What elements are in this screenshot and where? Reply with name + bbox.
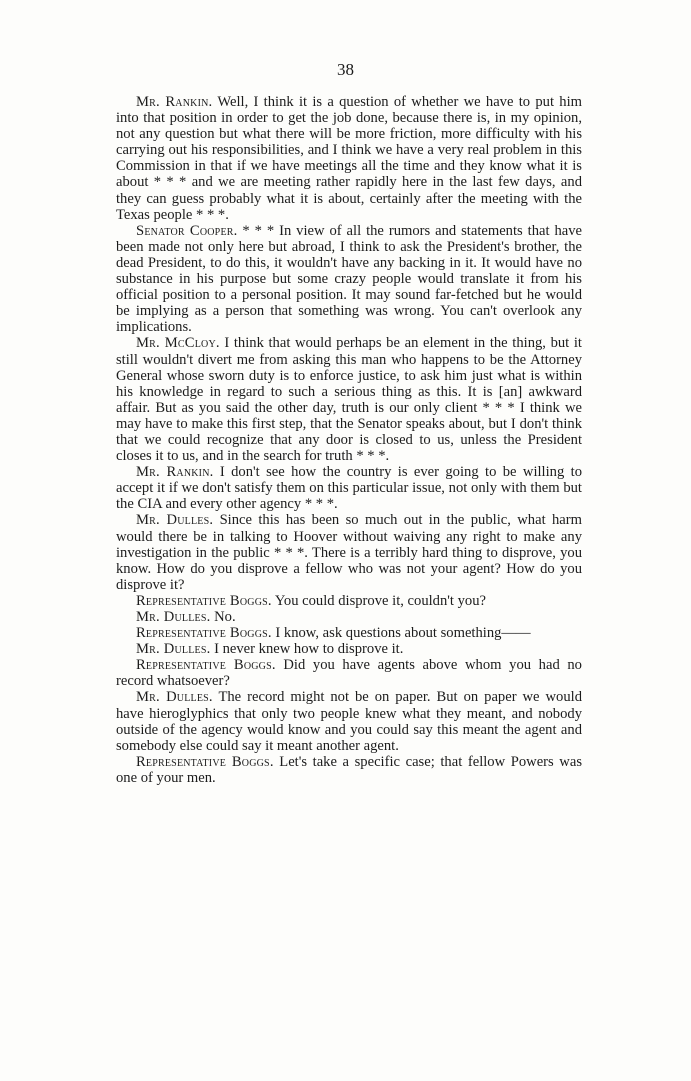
speaker-name: Mr. Dulles. — [136, 609, 211, 625]
speaker-name: Representative Boggs. — [136, 657, 276, 674]
paragraph-text: The record might not be on paper. But on paper we would have hieroglyphics that only two people knew what they meant, and nobody outside of the agency would know and you could say this meant the agent and somebody else could say it meant another agent. — [116, 689, 582, 754]
transcript-paragraph — [116, 689, 582, 753]
paragraph-text: Did you have agents above whom you had no record whatsoever? — [116, 657, 582, 690]
paragraph-text: I think that would perhaps be an element in the thing, but it still wouldn't divert me from asking this man who happens to be the Attorney General whose sworn duty is to enforce justice, to ask him just what is within his knowledge in regard to such a serious thing as this. It is [an] awkward affair. But as you said the other day, truth is our only client * * * I think we may have to make this first step, that the Senator speaks about, but I don't think that we could recognize that any door is closed to us, unless the President closes it to us, and in the search for truth * * *. — [116, 335, 582, 465]
paragraph-text: Let's take a specific case; that fellow Powers was one of your men. — [116, 753, 583, 786]
speaker-name: Mr. Dulles. — [136, 512, 214, 529]
transcript-paragraph — [116, 512, 582, 592]
speaker-name: Mr. Rankin. — [136, 464, 214, 481]
paragraph-text: You could disprove it, couldn't you? — [271, 592, 486, 609]
paragraph-text: Well, I think it is a question of whether we have to put him into that position in order to get the job done, because there is, in my opinion, not any question but what there will be more friction, more difficulty with his carrying out his responsibilities, and I think we have a very real problem in this Commission in that if we have meetings all the time and they know what it is about * * * and we are meeting rather rapidly here in the last few days, and they can guess probably what it is about, certainly after the meeting with the Texas people * * *. — [116, 94, 583, 223]
transcript-paragraph — [116, 625, 582, 641]
speaker-name: Mr. Rankin. — [136, 94, 213, 110]
transcript-paragraph — [116, 94, 582, 223]
page-number: 38 — [337, 60, 354, 79]
transcript-body — [116, 94, 582, 786]
speaker-name: Representative Boggs. — [136, 753, 274, 770]
transcript-paragraph — [116, 593, 582, 609]
paragraph-text: I never knew how to disprove it. — [210, 641, 404, 658]
transcript-paragraph — [116, 754, 582, 786]
paragraph-text: I know, ask questions about something—— — [271, 625, 531, 642]
speaker-name: Mr. Dulles. — [136, 689, 213, 706]
transcript-paragraph — [116, 657, 582, 689]
speaker-name: Senator Cooper. — [136, 222, 238, 239]
paragraph-text: No. — [210, 609, 236, 625]
transcript-paragraph — [116, 641, 582, 657]
speaker-name: Mr. Dulles. — [136, 641, 211, 658]
transcript-paragraph — [116, 223, 582, 336]
transcript-paragraph — [116, 464, 582, 512]
paragraph-text: I don't see how the country is ever going to be willing to accept it if we don't satisfy them on this particular issue, not only with them but the CIA and every other agency * * *. — [116, 464, 582, 513]
speaker-name: Mr. McCloy. — [136, 335, 220, 352]
speaker-name: Representative Boggs. — [136, 625, 272, 642]
paragraph-text: Since this has been so much out in the public, what harm would there be in talking to Hoover without waiving any right to make any investigation in the public * * *. There is a terribly hard thing to disprove, you know. How do you disprove a fellow who was not your agent? How do you disprove it? — [116, 512, 582, 593]
speaker-name: Representative Boggs. — [136, 592, 272, 609]
transcript-paragraph — [116, 609, 582, 625]
transcript-paragraph — [116, 335, 582, 464]
paragraph-text: * * * In view of all the rumors and statements that have been made not only here but abroad, I think to ask the President's brother, the dead President, to do this, it wouldn't have any backing in it. It would have no substance in his purpose but some crazy people would translate it from his official position to a personal position. It may sound far-fetched but he would be implying as a person that something was wrong. You can't overlook any implications. — [116, 222, 582, 336]
